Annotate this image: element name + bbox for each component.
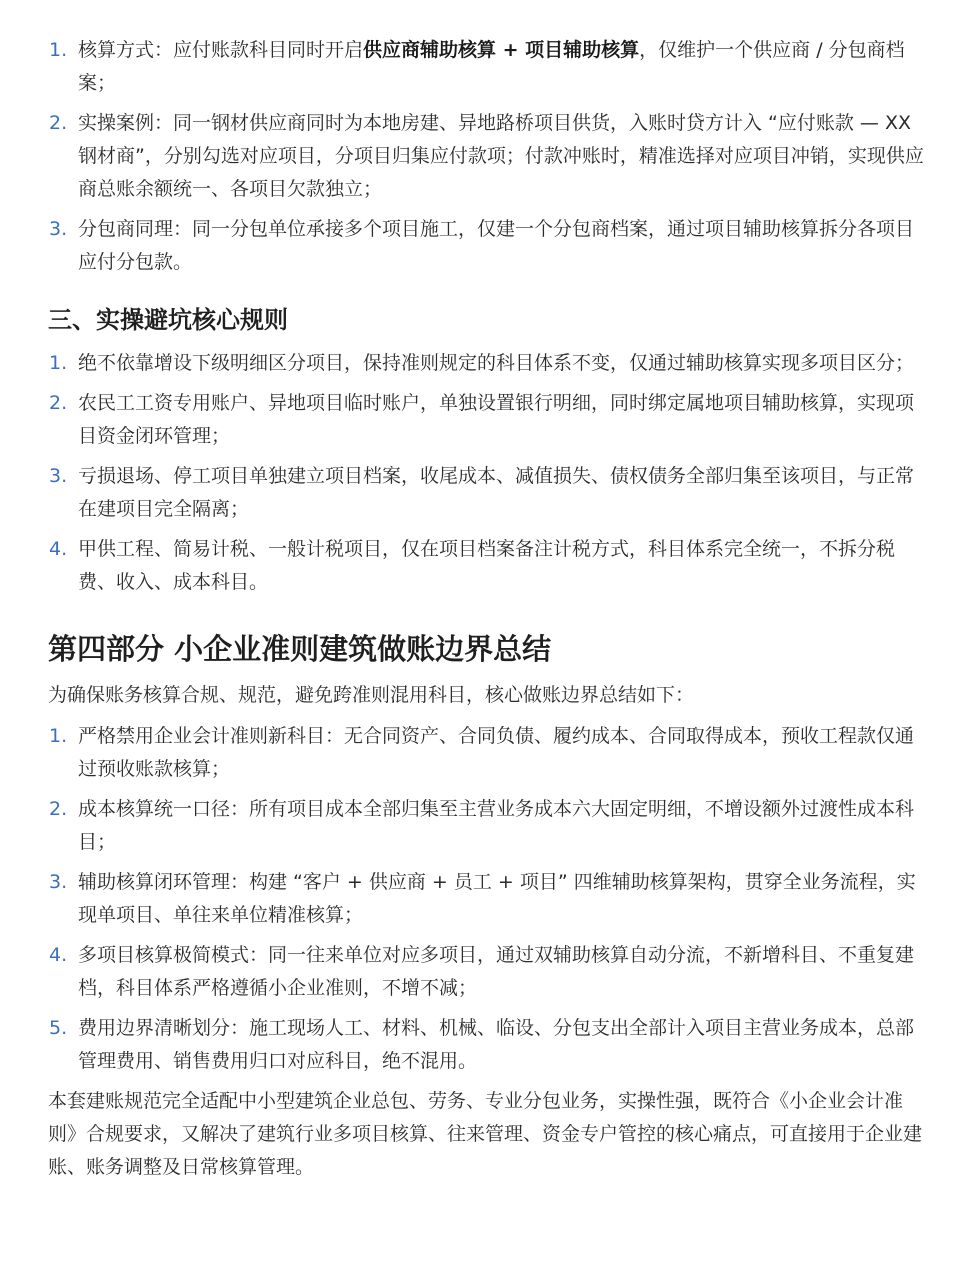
list-number: 3. <box>49 218 68 240</box>
list-number: 2. <box>49 798 68 820</box>
list-text: 分包商同理：同一分包单位承接多个项目施工，仅建一个分包商档案，通过项目辅助核算拆分各项目应付分包款。 <box>78 218 915 273</box>
list-item <box>48 720 930 786</box>
list-number: 5. <box>49 1017 68 1039</box>
list-text: 亏损退场、停工项目单独建立项目档案，收尾成本、减值损失、债权债务全部归集至该项目，与正常在建项目完全隔离； <box>78 465 915 520</box>
section3-list <box>48 347 930 599</box>
list-number: 2. <box>49 112 68 134</box>
list-text: 实操案例：同一钢材供应商同时为本地房建、异地路桥项目供货，入账时贷方计入 “应付账款 — XX 钢材商”，分别勾选对应项目，分项目归集应付款项；付款冲账时，精准选择对应项目冲销，实现供应商总账余额统一、各项目欠款独立； <box>78 112 924 200</box>
list-item <box>48 460 930 526</box>
list-number: 4. <box>49 944 68 966</box>
part-heading: 第四部分 小企业准则建筑做账边界总结 <box>48 632 552 666</box>
list-number: 1. <box>49 725 68 747</box>
list-item <box>48 387 930 453</box>
list-item <box>48 533 930 599</box>
list-text: 费用边界清晰划分：施工现场人工、材料、机械、临设、分包支出全部计入项目主营业务成本，总部管理费用、销售费用归口对应科目，绝不混用。 <box>78 1017 915 1072</box>
list-number: 2. <box>49 392 68 414</box>
list-text-prefix: 核算方式：应付账款科目同时开启 <box>78 39 364 61</box>
list-text-bold: 供应商辅助核算 + 项目辅助核算 <box>363 39 640 61</box>
part-intro: 为确保账务核算合规、规范，避免跨准则混用科目，核心做账边界总结如下： <box>48 684 695 706</box>
list-item <box>48 347 930 380</box>
list-item <box>48 107 930 206</box>
closing-paragraph: 本套建账规范完全适配中小型建筑企业总包、劳务、专业分包业务，实操性强，既符合《小企业会计准则》合规要求，又解决了建筑行业多项目核算、往来管理、资金专户管控的核心痛点，可直接用于企业建账、账务调整及日常核算管理。 <box>48 1090 923 1178</box>
list-number: 3. <box>49 465 68 487</box>
list-number: 1. <box>49 39 68 61</box>
list-item <box>48 793 930 859</box>
list-item <box>48 939 930 1005</box>
list-text: 成本核算统一口径：所有项目成本全部归集至主营业务成本六大固定明细，不增设额外过渡性成本科目； <box>78 798 915 853</box>
list-text: 甲供工程、简易计税、一般计税项目，仅在项目档案备注计税方式，科目体系完全统一，不拆分税费、收入、成本科目。 <box>78 538 896 593</box>
list-text: 严格禁用企业会计准则新科目：无合同资产、合同负债、履约成本、合同取得成本，预收工程款仅通过预收账款核算； <box>78 725 915 780</box>
part4-list <box>48 720 930 1078</box>
list-item <box>48 866 930 932</box>
list-text: 绝不依靠增设下级明细区分项目，保持准则规定的科目体系不变，仅通过辅助核算实现多项目区分； <box>78 352 915 374</box>
list-text: 农民工工资专用账户、异地项目临时账户，单独设置银行明细，同时绑定属地项目辅助核算，实现项目资金闭环管理； <box>78 392 915 447</box>
list-number: 3. <box>49 871 68 893</box>
list-item <box>48 1012 930 1078</box>
top-list <box>48 34 930 279</box>
list-text: 辅助核算闭环管理：构建 “客户 + 供应商 + 员工 + 项目” 四维辅助核算架构，贯穿全业务流程，实现单项目、单往来单位精准核算； <box>78 871 916 926</box>
list-text-suffix: ，仅维护一个供应商 / 分包商档案； <box>78 39 905 94</box>
list-number: 1. <box>49 352 68 374</box>
list-item <box>48 213 930 279</box>
section-heading: 三、实操避坑核心规则 <box>48 306 288 334</box>
list-item <box>48 34 930 100</box>
list-text: 多项目核算极简模式：同一往来单位对应多项目，通过双辅助核算自动分流，不新增科目、不重复建档，科目体系严格遵循小企业准则，不增不减； <box>78 944 915 999</box>
list-number: 4. <box>49 538 68 560</box>
